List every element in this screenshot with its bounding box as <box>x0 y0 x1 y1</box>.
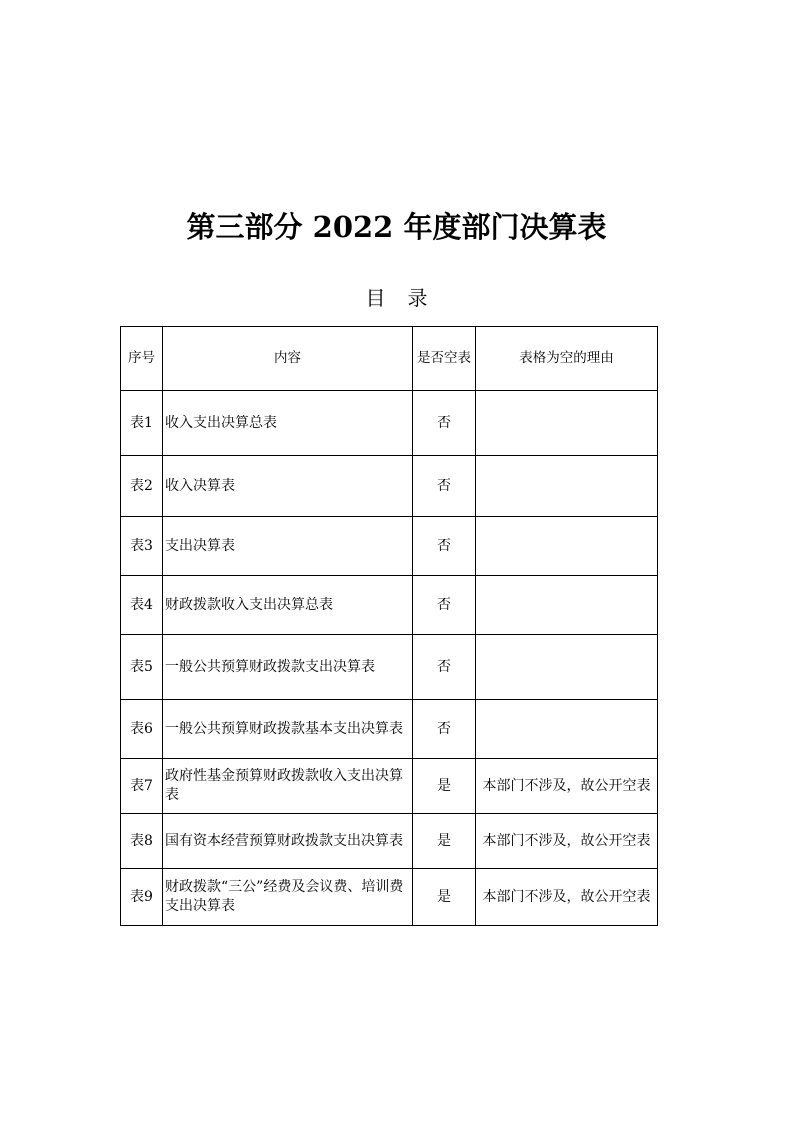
row-content: 收入决算表 <box>163 456 413 517</box>
header-empty-reason: 表格为空的理由 <box>476 327 658 391</box>
row-content: 财政拨款“三公”经费及会议费、培训费支出决算表 <box>163 869 413 926</box>
row-is-empty: 否 <box>413 517 476 576</box>
row-content: 收入支出决算总表 <box>163 391 413 456</box>
table-row <box>121 759 658 814</box>
row-empty-reason: 本部门不涉及，故公开空表 <box>476 869 658 926</box>
row-content: 国有资本经营预算财政拨款支出决算表 <box>163 814 413 869</box>
row-seq: 表6 <box>121 700 163 759</box>
page-title: 第三部分 2022 年度部门决算表 <box>186 210 607 244</box>
table-row <box>121 456 658 517</box>
row-content: 政府性基金预算财政拨款收入支出决算表 <box>163 759 413 814</box>
row-seq: 表3 <box>121 517 163 576</box>
table-row <box>121 814 658 869</box>
row-seq: 表1 <box>121 391 163 456</box>
row-is-empty: 是 <box>413 814 476 869</box>
row-content: 一般公共预算财政拨款支出决算表 <box>163 635 413 700</box>
row-empty-reason <box>476 391 658 456</box>
row-is-empty: 否 <box>413 456 476 517</box>
row-is-empty: 是 <box>413 759 476 814</box>
row-empty-reason: 本部门不涉及，故公开空表 <box>476 759 658 814</box>
row-content: 一般公共预算财政拨款基本支出决算表 <box>163 700 413 759</box>
row-is-empty: 否 <box>413 391 476 456</box>
table-row <box>121 576 658 635</box>
row-empty-reason: 本部门不涉及，故公开空表 <box>476 814 658 869</box>
row-seq: 表8 <box>121 814 163 869</box>
row-empty-reason <box>476 517 658 576</box>
table-header-row <box>121 327 658 391</box>
row-empty-reason <box>476 456 658 517</box>
row-is-empty: 否 <box>413 700 476 759</box>
row-empty-reason <box>476 700 658 759</box>
table-row <box>121 700 658 759</box>
table-row <box>121 391 658 456</box>
row-is-empty: 否 <box>413 635 476 700</box>
row-content: 支出决算表 <box>163 517 413 576</box>
toc-heading: 目录 <box>365 286 450 310</box>
row-seq: 表9 <box>121 869 163 926</box>
row-is-empty: 否 <box>413 576 476 635</box>
row-seq: 表7 <box>121 759 163 814</box>
row-empty-reason <box>476 576 658 635</box>
header-content: 内容 <box>163 327 413 391</box>
header-seq: 序号 <box>121 327 163 391</box>
row-seq: 表4 <box>121 576 163 635</box>
row-empty-reason <box>476 635 658 700</box>
row-content: 财政拨款收入支出决算总表 <box>163 576 413 635</box>
table-row <box>121 517 658 576</box>
row-seq: 表2 <box>121 456 163 517</box>
header-is-empty: 是否空表 <box>413 327 476 391</box>
row-seq: 表5 <box>121 635 163 700</box>
table-row <box>121 869 658 926</box>
toc-table <box>120 326 658 926</box>
table-row <box>121 635 658 700</box>
row-is-empty: 是 <box>413 869 476 926</box>
